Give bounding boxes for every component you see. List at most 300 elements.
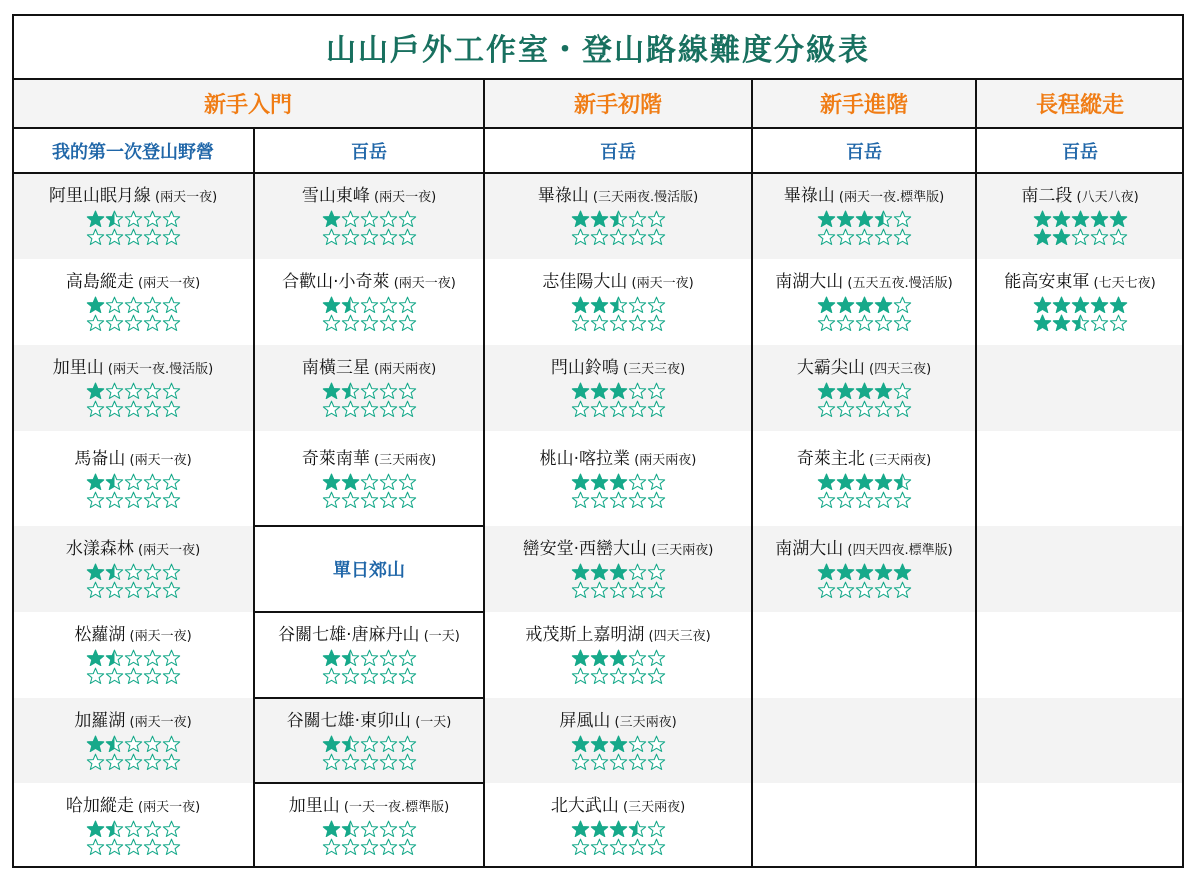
star-full-icon bbox=[609, 649, 628, 667]
star-row bbox=[570, 473, 666, 491]
star-empty-icon bbox=[628, 382, 647, 400]
star-full-icon bbox=[322, 473, 341, 491]
route-title: 南湖大山 bbox=[775, 539, 844, 559]
star-empty-icon bbox=[571, 753, 590, 771]
route-name bbox=[797, 358, 931, 380]
difficulty-stars bbox=[570, 210, 666, 246]
route-duration: (兩天一夜) bbox=[125, 629, 192, 644]
star-full-icon bbox=[836, 563, 855, 581]
star-full-icon bbox=[1052, 210, 1071, 228]
star-full-icon bbox=[86, 820, 105, 838]
star-empty-icon bbox=[322, 314, 341, 332]
star-empty-icon bbox=[143, 228, 162, 246]
star-empty-icon bbox=[628, 473, 647, 491]
star-full-icon bbox=[817, 473, 836, 491]
star-empty-icon bbox=[628, 649, 647, 667]
star-full-icon bbox=[590, 735, 609, 753]
star-empty-icon bbox=[647, 820, 666, 838]
star-empty-icon bbox=[322, 491, 341, 509]
star-full-icon bbox=[1052, 228, 1071, 246]
star-empty-icon bbox=[817, 314, 836, 332]
star-empty-icon bbox=[162, 400, 181, 418]
star-empty-icon bbox=[647, 314, 666, 332]
star-empty-icon bbox=[836, 491, 855, 509]
difficulty-stars bbox=[321, 473, 417, 509]
route-duration: (四天四夜.標準版) bbox=[843, 543, 953, 558]
route-name bbox=[302, 358, 436, 380]
divider-line bbox=[12, 127, 1184, 129]
route-cell bbox=[254, 345, 484, 431]
difficulty-stars bbox=[321, 210, 417, 246]
star-empty-icon bbox=[105, 382, 124, 400]
star-empty-icon bbox=[379, 491, 398, 509]
route-cell bbox=[484, 259, 752, 345]
star-row bbox=[321, 753, 417, 771]
route-name bbox=[525, 625, 710, 647]
star-half-icon bbox=[609, 210, 628, 228]
star-empty-icon bbox=[398, 735, 417, 753]
divider-line bbox=[254, 782, 484, 784]
star-full-icon bbox=[322, 296, 341, 314]
difficulty-stars bbox=[1032, 210, 1128, 246]
star-row bbox=[321, 382, 417, 400]
star-empty-icon bbox=[609, 838, 628, 856]
route-cell bbox=[254, 173, 484, 259]
difficulty-stars bbox=[570, 473, 666, 509]
divider-line bbox=[975, 79, 977, 868]
star-empty-icon bbox=[647, 735, 666, 753]
star-full-icon bbox=[590, 563, 609, 581]
star-empty-icon bbox=[398, 649, 417, 667]
star-empty-icon bbox=[855, 491, 874, 509]
star-empty-icon bbox=[124, 400, 143, 418]
route-cell bbox=[484, 783, 752, 868]
star-empty-icon bbox=[628, 581, 647, 599]
route-cell bbox=[254, 698, 484, 783]
subheader-baiyue: 百岳 bbox=[846, 141, 882, 163]
star-empty-icon bbox=[379, 649, 398, 667]
star-empty-icon bbox=[124, 314, 143, 332]
star-full-icon bbox=[1052, 314, 1071, 332]
star-empty-icon bbox=[836, 581, 855, 599]
star-row bbox=[85, 753, 181, 771]
difficulty-stars bbox=[85, 735, 181, 771]
border-line bbox=[1182, 14, 1184, 868]
route-name bbox=[775, 539, 952, 561]
star-empty-icon bbox=[1090, 228, 1109, 246]
star-full-icon bbox=[855, 563, 874, 581]
star-full-icon bbox=[590, 649, 609, 667]
difficulty-stars bbox=[816, 473, 912, 509]
route-title: 南二段 bbox=[1021, 186, 1073, 206]
difficulty-stars bbox=[321, 649, 417, 685]
star-empty-icon bbox=[341, 753, 360, 771]
route-title: 畢祿山 bbox=[783, 186, 835, 206]
route-name bbox=[74, 711, 191, 733]
star-empty-icon bbox=[398, 382, 417, 400]
route-name bbox=[784, 186, 944, 208]
route-name bbox=[74, 449, 191, 471]
star-empty-icon bbox=[162, 649, 181, 667]
star-empty-icon bbox=[162, 314, 181, 332]
star-row bbox=[570, 296, 666, 314]
star-empty-icon bbox=[855, 228, 874, 246]
star-empty-icon bbox=[836, 228, 855, 246]
star-empty-icon bbox=[571, 400, 590, 418]
star-row bbox=[85, 838, 181, 856]
route-duration: (兩天一夜.慢活版) bbox=[103, 362, 214, 377]
star-row bbox=[816, 473, 912, 491]
star-full-icon bbox=[1109, 210, 1128, 228]
star-row bbox=[816, 228, 912, 246]
difficulty-stars bbox=[321, 296, 417, 332]
star-empty-icon bbox=[609, 491, 628, 509]
star-empty-icon bbox=[322, 667, 341, 685]
star-full-icon bbox=[874, 382, 893, 400]
star-empty-icon bbox=[162, 667, 181, 685]
star-half-icon bbox=[105, 473, 124, 491]
star-empty-icon bbox=[86, 838, 105, 856]
star-row bbox=[570, 210, 666, 228]
star-empty-icon bbox=[647, 400, 666, 418]
star-row bbox=[85, 473, 181, 491]
difficulty-stars bbox=[570, 649, 666, 685]
route-title: 能高安東軍 bbox=[1004, 272, 1090, 292]
route-name bbox=[551, 796, 685, 818]
star-empty-icon bbox=[628, 491, 647, 509]
route-name bbox=[540, 449, 697, 471]
star-empty-icon bbox=[162, 563, 181, 581]
star-full-icon bbox=[1071, 210, 1090, 228]
star-row bbox=[816, 563, 912, 581]
star-full-icon bbox=[86, 649, 105, 667]
star-full-icon bbox=[86, 382, 105, 400]
star-empty-icon bbox=[379, 838, 398, 856]
divider-line bbox=[253, 128, 255, 868]
route-cell bbox=[254, 612, 484, 698]
star-row bbox=[321, 649, 417, 667]
star-empty-icon bbox=[379, 400, 398, 418]
star-row bbox=[321, 838, 417, 856]
level-header-beginner-basic: 新手初階 bbox=[484, 79, 752, 128]
star-row bbox=[816, 382, 912, 400]
star-full-icon bbox=[571, 735, 590, 753]
star-full-icon bbox=[817, 563, 836, 581]
star-row bbox=[570, 314, 666, 332]
star-empty-icon bbox=[124, 838, 143, 856]
star-row bbox=[85, 649, 181, 667]
route-cell bbox=[752, 259, 976, 345]
star-empty-icon bbox=[647, 296, 666, 314]
route-cell bbox=[752, 345, 976, 431]
difficulty-stars bbox=[85, 382, 181, 418]
route-duration: (兩天一夜) bbox=[133, 543, 201, 558]
star-full-icon bbox=[1109, 296, 1128, 314]
star-empty-icon bbox=[817, 491, 836, 509]
star-empty-icon bbox=[398, 838, 417, 856]
star-half-icon bbox=[628, 820, 647, 838]
star-empty-icon bbox=[86, 491, 105, 509]
star-full-icon bbox=[817, 210, 836, 228]
subheader-baiyue: 百岳 bbox=[1062, 141, 1098, 163]
star-row bbox=[1032, 296, 1128, 314]
star-half-icon bbox=[341, 382, 360, 400]
star-empty-icon bbox=[341, 210, 360, 228]
star-row bbox=[570, 400, 666, 418]
star-row bbox=[570, 838, 666, 856]
star-full-icon bbox=[609, 735, 628, 753]
route-cell bbox=[484, 431, 752, 526]
star-empty-icon bbox=[360, 753, 379, 771]
star-empty-icon bbox=[1071, 228, 1090, 246]
star-full-icon bbox=[1033, 210, 1052, 228]
star-row bbox=[85, 735, 181, 753]
star-empty-icon bbox=[360, 667, 379, 685]
star-row bbox=[570, 382, 666, 400]
star-empty-icon bbox=[628, 210, 647, 228]
star-empty-icon bbox=[360, 735, 379, 753]
star-empty-icon bbox=[162, 228, 181, 246]
star-full-icon bbox=[855, 296, 874, 314]
route-cell bbox=[484, 526, 752, 612]
star-empty-icon bbox=[360, 400, 379, 418]
star-half-icon bbox=[341, 820, 360, 838]
subheader-baiyue: 百岳 bbox=[600, 141, 636, 163]
star-row bbox=[85, 667, 181, 685]
star-empty-icon bbox=[143, 838, 162, 856]
star-full-icon bbox=[874, 473, 893, 491]
star-row bbox=[816, 491, 912, 509]
route-cell bbox=[752, 526, 976, 612]
star-full-icon bbox=[86, 735, 105, 753]
star-half-icon bbox=[1071, 314, 1090, 332]
star-full-icon bbox=[855, 382, 874, 400]
star-empty-icon bbox=[398, 210, 417, 228]
route-name bbox=[775, 272, 952, 294]
route-duration: (兩天一夜) bbox=[389, 276, 456, 291]
star-empty-icon bbox=[379, 820, 398, 838]
star-empty-icon bbox=[379, 735, 398, 753]
star-empty-icon bbox=[571, 581, 590, 599]
star-row bbox=[570, 820, 666, 838]
route-cell bbox=[12, 259, 254, 345]
star-empty-icon bbox=[590, 581, 609, 599]
star-empty-icon bbox=[360, 649, 379, 667]
star-empty-icon bbox=[647, 473, 666, 491]
star-row bbox=[321, 228, 417, 246]
star-full-icon bbox=[86, 210, 105, 228]
route-name bbox=[282, 272, 456, 294]
route-cell bbox=[12, 783, 254, 868]
star-empty-icon bbox=[893, 314, 912, 332]
star-empty-icon bbox=[590, 838, 609, 856]
star-full-icon bbox=[1090, 210, 1109, 228]
star-empty-icon bbox=[590, 667, 609, 685]
star-full-icon bbox=[836, 382, 855, 400]
difficulty-stars bbox=[85, 820, 181, 856]
star-empty-icon bbox=[398, 667, 417, 685]
star-empty-icon bbox=[398, 400, 417, 418]
star-full-icon bbox=[571, 382, 590, 400]
star-empty-icon bbox=[360, 491, 379, 509]
star-row bbox=[816, 314, 912, 332]
star-empty-icon bbox=[874, 228, 893, 246]
star-empty-icon bbox=[379, 473, 398, 491]
border-line bbox=[12, 866, 1184, 868]
star-row bbox=[1032, 210, 1128, 228]
star-empty-icon bbox=[609, 753, 628, 771]
route-duration: (兩天一夜.標準版) bbox=[834, 190, 945, 205]
route-cell bbox=[484, 698, 752, 783]
star-empty-icon bbox=[341, 491, 360, 509]
star-empty-icon bbox=[893, 296, 912, 314]
star-empty-icon bbox=[360, 838, 379, 856]
route-duration: (兩天一夜) bbox=[627, 276, 694, 291]
star-full-icon bbox=[590, 210, 609, 228]
star-empty-icon bbox=[143, 382, 162, 400]
route-name bbox=[542, 272, 693, 294]
empty-cell bbox=[752, 698, 976, 783]
star-empty-icon bbox=[647, 382, 666, 400]
star-empty-icon bbox=[398, 314, 417, 332]
divider-line bbox=[483, 79, 485, 868]
star-empty-icon bbox=[162, 210, 181, 228]
star-row bbox=[321, 667, 417, 685]
star-empty-icon bbox=[143, 820, 162, 838]
star-empty-icon bbox=[874, 400, 893, 418]
route-duration: (七天七夜) bbox=[1089, 276, 1156, 291]
star-row bbox=[85, 382, 181, 400]
star-empty-icon bbox=[590, 491, 609, 509]
route-title: 加里山 bbox=[52, 358, 104, 378]
route-cell bbox=[12, 698, 254, 783]
star-empty-icon bbox=[571, 228, 590, 246]
star-empty-icon bbox=[893, 210, 912, 228]
route-cell bbox=[484, 612, 752, 698]
star-empty-icon bbox=[360, 382, 379, 400]
star-empty-icon bbox=[609, 581, 628, 599]
star-full-icon bbox=[322, 210, 341, 228]
star-full-icon bbox=[590, 473, 609, 491]
star-row bbox=[321, 820, 417, 838]
star-half-icon bbox=[105, 563, 124, 581]
divider-line bbox=[254, 697, 484, 699]
route-cell bbox=[12, 345, 254, 431]
star-empty-icon bbox=[124, 296, 143, 314]
star-full-icon bbox=[571, 210, 590, 228]
star-empty-icon bbox=[124, 382, 143, 400]
star-half-icon bbox=[105, 210, 124, 228]
star-empty-icon bbox=[817, 400, 836, 418]
route-duration: (四天三夜) bbox=[864, 362, 932, 377]
empty-cell bbox=[976, 698, 1184, 783]
star-empty-icon bbox=[817, 228, 836, 246]
route-duration: (四天三夜) bbox=[644, 629, 711, 644]
star-empty-icon bbox=[398, 228, 417, 246]
difficulty-stars bbox=[570, 735, 666, 771]
route-duration: (五天五夜.慢活版) bbox=[843, 276, 953, 291]
star-empty-icon bbox=[124, 473, 143, 491]
star-row bbox=[570, 581, 666, 599]
star-empty-icon bbox=[105, 314, 124, 332]
route-duration: (三天三夜) bbox=[618, 362, 686, 377]
difficulty-stars bbox=[85, 563, 181, 599]
route-name bbox=[1021, 186, 1138, 208]
star-row bbox=[816, 581, 912, 599]
star-empty-icon bbox=[628, 753, 647, 771]
star-empty-icon bbox=[379, 296, 398, 314]
level-header-long-traverse: 長程縱走 bbox=[976, 79, 1184, 128]
star-empty-icon bbox=[105, 296, 124, 314]
star-full-icon bbox=[86, 563, 105, 581]
star-empty-icon bbox=[162, 296, 181, 314]
difficulty-stars bbox=[570, 820, 666, 856]
star-empty-icon bbox=[893, 382, 912, 400]
star-empty-icon bbox=[609, 314, 628, 332]
route-title: 屏風山 bbox=[559, 710, 611, 731]
route-title: 高島縱走 bbox=[65, 272, 134, 292]
star-full-icon bbox=[322, 820, 341, 838]
difficulty-stars bbox=[816, 382, 912, 418]
star-empty-icon bbox=[1090, 314, 1109, 332]
star-full-icon bbox=[609, 563, 628, 581]
difficulty-stars bbox=[85, 210, 181, 246]
star-empty-icon bbox=[855, 314, 874, 332]
star-empty-icon bbox=[86, 667, 105, 685]
route-cell bbox=[254, 431, 484, 526]
star-empty-icon bbox=[379, 314, 398, 332]
star-empty-icon bbox=[124, 210, 143, 228]
route-title: 雪山東峰 bbox=[301, 186, 370, 206]
star-empty-icon bbox=[398, 296, 417, 314]
star-empty-icon bbox=[360, 296, 379, 314]
star-full-icon bbox=[322, 735, 341, 753]
star-empty-icon bbox=[874, 581, 893, 599]
star-full-icon bbox=[855, 473, 874, 491]
star-empty-icon bbox=[124, 667, 143, 685]
star-empty-icon bbox=[647, 491, 666, 509]
route-duration: (兩天一夜) bbox=[133, 799, 201, 815]
route-title: 奇萊南華 bbox=[301, 448, 370, 469]
star-empty-icon bbox=[162, 820, 181, 838]
star-full-icon bbox=[609, 820, 628, 838]
star-empty-icon bbox=[124, 563, 143, 581]
star-empty-icon bbox=[143, 491, 162, 509]
star-empty-icon bbox=[124, 649, 143, 667]
route-cell bbox=[12, 173, 254, 259]
star-full-icon bbox=[341, 473, 360, 491]
star-half-icon bbox=[609, 296, 628, 314]
difficulty-stars bbox=[321, 735, 417, 771]
route-title: 加里山 bbox=[288, 795, 340, 816]
border-line bbox=[12, 14, 1184, 16]
star-full-icon bbox=[322, 382, 341, 400]
route-name bbox=[523, 539, 714, 561]
star-empty-icon bbox=[628, 563, 647, 581]
route-title: 合歡山‧小奇萊 bbox=[282, 272, 390, 292]
difficulty-stars bbox=[85, 649, 181, 685]
route-title: 加羅湖 bbox=[74, 710, 126, 731]
star-empty-icon bbox=[628, 314, 647, 332]
star-empty-icon bbox=[105, 667, 124, 685]
route-title: 南湖大山 bbox=[775, 272, 844, 292]
star-empty-icon bbox=[322, 228, 341, 246]
star-full-icon bbox=[571, 649, 590, 667]
star-row bbox=[321, 400, 417, 418]
route-duration: (一天) bbox=[419, 629, 460, 644]
star-empty-icon bbox=[124, 581, 143, 599]
route-name bbox=[797, 449, 931, 471]
